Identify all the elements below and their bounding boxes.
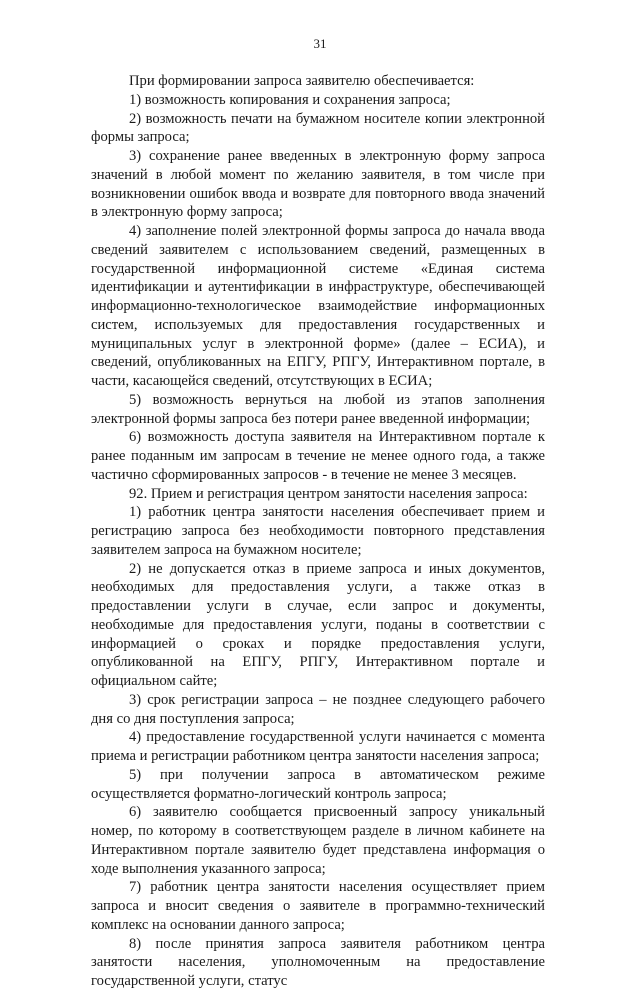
paragraph-92-item-3: 3) срок регистрации запроса – не позднее следующего рабочего дня со дня поступления запроса; — [91, 691, 545, 727]
paragraph-92-item-7: 7) работник центра занятости населения осуществляет прием запроса и вносит сведения о заявителе в программно-технический комплекс на основании данного запроса; — [91, 879, 545, 933]
paragraph-section-92: 92. Прием и регистрация центром занятости населения запроса: — [129, 485, 528, 502]
paragraph-92-item-5: 5) при получении запроса в автоматическом режиме осуществляется форматно-логический контроль запроса; — [91, 766, 545, 802]
document-body — [91, 72, 545, 991]
paragraph-92-item-2: 2) не допускается отказ в приеме запроса и иных документов, необходимых для предоставления услуги, а также отказ в предоставлении услуги в случае, если запрос и документы, необходимые для предоставления услуги, поданы в соответствии с информацией о сроках и порядке предоставления услуги, опубликованной на ЕПГУ, РПГУ, Интерактивном портале и официальном сайте; — [91, 560, 545, 689]
paragraph-item-2: 2) возможность печати на бумажном носителе копии электронной формы запроса; — [91, 110, 545, 146]
paragraph-intro: При формировании запроса заявителю обеспечивается: — [129, 73, 475, 89]
paragraph-92-item-1: 1) работник центра занятости населения обеспечивает прием и регистрацию запроса без необходимости повторного представления заявителем запроса на бумажном носителе; — [91, 504, 545, 558]
paragraph-item-1: 1) возможность копирования и сохранения запроса; — [129, 91, 451, 108]
paragraph-92-item-6: 6) заявителю сообщается присвоенный запросу уникальный номер, по которому в соответствующем разделе в личном кабинете на Интерактивном портале заявителю будет представлена информация о ходе выполнения указанного запроса; — [91, 804, 545, 877]
page-number: 31 — [313, 36, 327, 51]
paragraph-item-3: 3) сохранение ранее введенных в электронную форму запроса значений в любой момент по желанию заявителя, в том числе при возникновении ошибок ввода и возврате для повторного ввода значений в электронную форму запроса; — [91, 148, 545, 221]
paragraph-92-item-4: 4) предоставление государственной услуги начинается с момента приема и регистрации работником центра занятости населения запроса; — [91, 729, 545, 764]
paragraph-item-5: 5) возможность вернуться на любой из этапов заполнения электронной формы запроса без потери ранее введенной информации; — [91, 391, 545, 427]
paragraph-item-4: 4) заполнение полей электронной формы запроса до начала ввода сведений заявителем с использованием сведений, размещенных в государственной информационной системе «Единая система идентификации и аутентификации в инфраструктуре, обеспечивающей информационно-технологическое взаимодействие информационных систем, используемых для предоставления государственных и муниципальных услуг в электронной форме» (далее – ЕСИА), и сведений, опубликованных на ЕПГУ, РПГУ, Интерактивном портале, в части, касающейся сведений, отсутствующих в ЕСИА; — [91, 223, 545, 389]
paragraph-item-6: 6) возможность доступа заявителя на Интерактивном портале к ранее поданным им запросам в течение не менее одного года, а также частично сформированных запросов - в течение не менее 3 месяцев. — [91, 429, 545, 483]
paragraph-92-item-8: 8) после принятия запроса заявителя работником центра занятости населения, уполномоченным на предоставление государственной услуги, статус — [91, 935, 545, 989]
